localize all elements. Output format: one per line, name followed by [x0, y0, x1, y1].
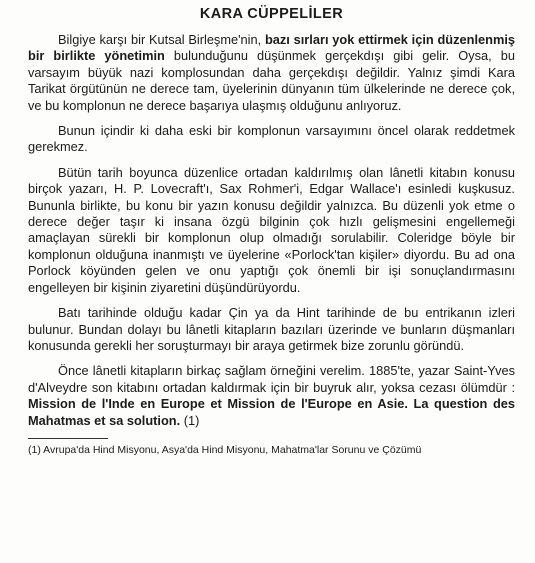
- text-run: Batı tarihinde olduğu kadar Çin ya da Hint tarihinde de bu entrikanın izleri bulunur. Bundan dolayı bu lânetli kitapların bazıları üzerinde ve bunların düşmanları konusunda gerekli her soruşturmayı bir araya getirmek bize zorunlu göründü.: [28, 305, 515, 353]
- paragraph: [28, 123, 515, 156]
- text-run: Bilgiye karşı bir Kutsal Birleşme'nin,: [58, 32, 265, 47]
- text-run: Bunun içindir ki daha eski bir komplonun varsayımını öncel olarak reddetmek gerekmez.: [28, 123, 515, 155]
- text-run: (1): [180, 412, 200, 428]
- text-run: Bütün tarih boyunca düzenlice ortadan kaldırılmış olan lânetli kitabın konusu birçok yazarı, H. P. Lovecraft'ı, Sax Rohmer'i, Edgar Wallace'ı esinledi kuşkusuz. Bununla birlikte, bu konu bir yazın konusu değildir yalnızca. Bu düzenli yok etme o derece değer taşır ki insana özgü bilginin çok hızlı gelişmesini engellemeği amaçlayan sürekli bir komplonun olup olmadığı sorulabilir. Coleridge böyle bir komplonun olduğuna inanmıştı ve üyelerine «Porlock'tan kişiler» diyordu. Bu ad ona Porlock köyünden gelen ve onu yaptığı çok önemli bir işi sonuçlandırmasını engelleyen bir kişinin ziyaretini düşündürüyordu.: [28, 164, 515, 295]
- paragraph: [28, 363, 515, 429]
- paragraph: [28, 32, 515, 114]
- paragraph: [28, 165, 515, 296]
- bold-text: bazı sırları yok ettirmek için düzenlenmiş bir birlikte yönetimin: [28, 32, 516, 64]
- footnote-divider: [28, 438, 108, 439]
- chapter-title: KARA CÜPPELİLER: [199, 6, 344, 22]
- bold-text: Mission de l'Inde en Europe et Mission de l'Europe en Asie. La question des Mahatmas et sa solution.: [28, 396, 515, 428]
- paragraph: [28, 305, 515, 354]
- text-run: bulunduğunu düşünmek gerçekdışı gibi gelir. Oysa, bu varsayım büyük nazi komplosundan daha gerçekdışı değildir. Yalnız şimdi Kara Tarikat örgütünün ne derece tam, üyelerinin dünyanın tüm ülkelerinde ne derece çok, ve bu komplonun ne derece başarıya ulaşmış olduğunu anlıyoruz.: [28, 48, 515, 113]
- text-run: Önce lânetli kitapların birkaç sağlam örneğini verelim. 1885'te, yazar Saint-Yves d'Alveydre son kitabını ortadan kaldırmak için bir buyruk alır, yoksa cezası ölümdür :: [28, 363, 515, 395]
- footnote: (1) Avrupa'da Hind Misyonu, Asya'da Hind Misyonu, Mahatma'lar Sorunu ve Çözümü: [28, 443, 422, 456]
